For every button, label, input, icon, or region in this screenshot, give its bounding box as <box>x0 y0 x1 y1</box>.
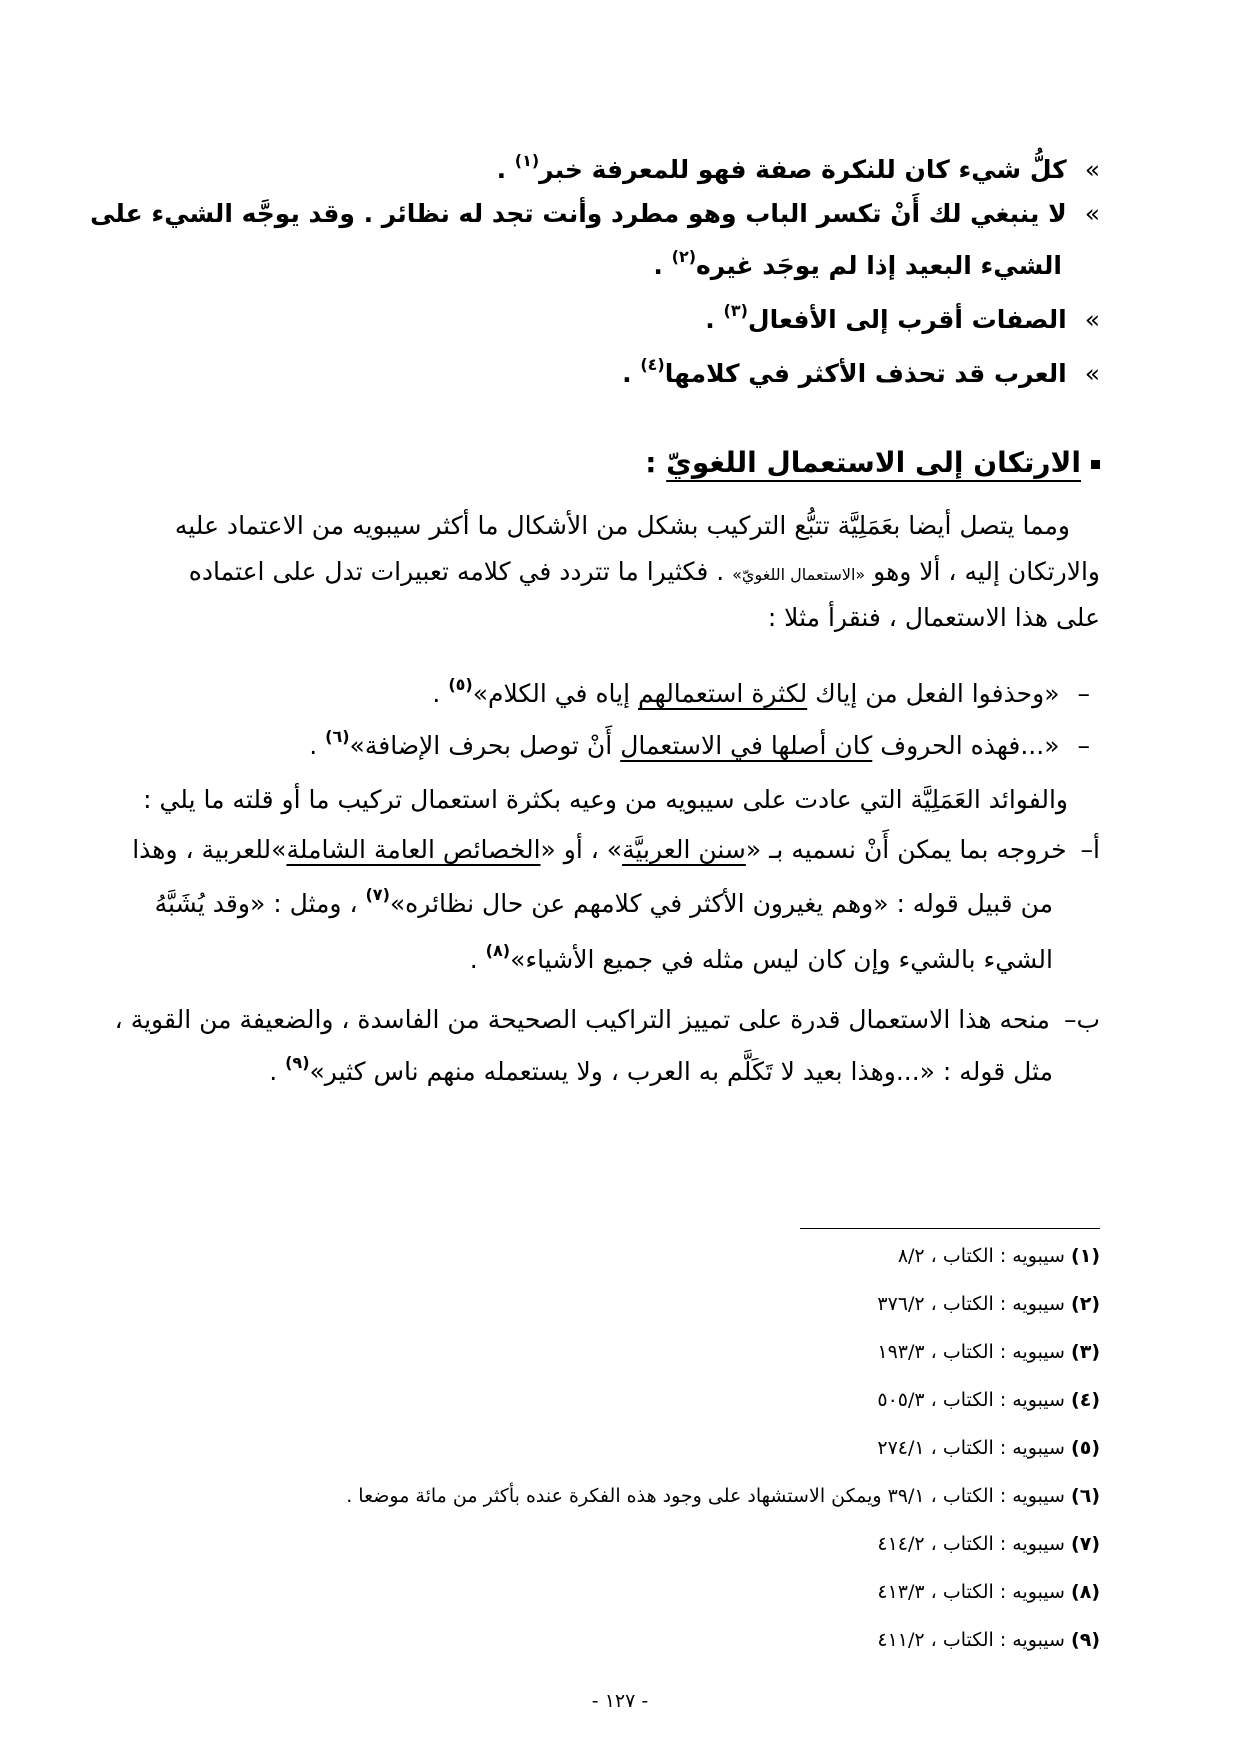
bullet-text: الصفات أقرب إلى الأفعال <box>747 305 1067 334</box>
quote-mark: » <box>1084 199 1100 228</box>
bullet-text: الشيء البعيد إذا لم يوجَد غيره <box>696 251 1062 280</box>
footnote-1 <box>898 1242 1100 1270</box>
quote-mark: » <box>1084 155 1100 184</box>
underlined-phrase: الخصائص العامة الشاملة <box>286 835 541 864</box>
footnote-3 <box>877 1338 1100 1366</box>
list-label: أ– <box>1080 835 1100 864</box>
paragraph-text: خروجه بما يمكن أَنْ نسميه بـ « <box>745 835 1067 864</box>
footnote-ref: (٦) <box>325 727 350 746</box>
footnote-number: (٤) <box>1071 1389 1100 1411</box>
period: . <box>309 731 318 760</box>
footnote-text: سيبويه : الكتاب ، ٢٧٤/١ <box>877 1437 1065 1459</box>
section-title: الارتكان إلى الاستعمال اللغويّ <box>666 446 1081 479</box>
footnote-number: (٢) <box>1071 1293 1100 1315</box>
bullet-quote-2-continued <box>653 248 1062 284</box>
paragraph-text: الشيء بالشيء وإن كان ليس مثله في جميع الأشياء» <box>510 945 1053 974</box>
quote-text: «...فهذه الحروف <box>880 731 1060 760</box>
footnote-number: (٦) <box>1071 1485 1100 1507</box>
paragraph-text: على هذا الاستعمال ، فنقرأ مثلا : <box>767 603 1100 632</box>
bullet-quote-3 <box>705 302 1100 338</box>
footnote-2 <box>877 1290 1100 1318</box>
dash-quote-2 <box>309 728 1090 764</box>
bullet-quote-2 <box>90 196 1100 232</box>
paragraph-text: ومما يتصل أيضا بعَمَلِيَّة تتبُّع التركيب بشكل من الأشكال ما أكثر سيبويه من الاعتماد عليه <box>174 511 1070 540</box>
dash-mark: – <box>1077 679 1090 708</box>
footnote-ref: (٣) <box>723 301 748 320</box>
footnote-number: (٣) <box>1071 1341 1100 1363</box>
bullet-text: كلُّ شيء كان للنكرة صفة فهو للمعرفة خبر <box>539 155 1067 184</box>
paragraph-text: ، ومثل : «وقد يُشَبَّهُ <box>154 889 358 918</box>
paragraph-text: . فكثيرا ما تتردد في كلامه تعبيرات تدل على اعتماده <box>188 557 725 586</box>
footnote-ref: (٢) <box>671 247 697 266</box>
period: . <box>496 155 507 184</box>
period: . <box>653 251 663 280</box>
underlined-phrase: كان أصلها في الاستعمال <box>620 731 873 760</box>
dash-quote-1 <box>432 676 1090 712</box>
footnote-separator <box>800 1228 1100 1229</box>
quote-mark: » <box>1084 305 1100 334</box>
intro-line-2 <box>140 550 1100 597</box>
benefit-a-line-2 <box>155 886 1053 922</box>
footnote-ref: (٤) <box>640 355 665 374</box>
underlined-phrase: لكثرة استعمالهم <box>638 679 808 708</box>
bullet-text: لا ينبغي لك أَنْ تكسر الباب وهو مطرد وأنت تجد له نظائر . وقد يوجَّه الشيء على <box>90 199 1067 228</box>
paragraph-text: منحه هذا الاستعمال قدرة على تمييز التراكيب الصحيحة من الفاسدة ، والضعيفة من القوية ، <box>114 1005 1050 1034</box>
footnote-text: سيبويه : الكتاب ، ٥٠٥/٣ <box>877 1389 1065 1411</box>
benefit-b-line-2 <box>269 1054 1053 1090</box>
quoted-term: «الاستعمال اللغويّ» <box>732 565 866 584</box>
footnote-number: (٩) <box>1071 1629 1100 1651</box>
bullet-quote-1 <box>497 152 1100 188</box>
paragraph-text: مثل قوله : «...وهذا بعيد لا تَكَلَّم به العرب ، ولا يستعمله منهم ناس كثير» <box>309 1057 1053 1086</box>
benefit-b-line-1 <box>115 1002 1100 1038</box>
section-heading <box>645 446 1100 479</box>
footnote-number: (٧) <box>1071 1533 1100 1555</box>
benefits-intro <box>143 782 1068 818</box>
paragraph-text: والارتكان إليه ، ألا وهو <box>873 557 1100 586</box>
footnote-text: سيبويه : الكتاب ، ٤١٤/٢ <box>877 1533 1065 1555</box>
paragraph-text: » ، أو « <box>540 835 623 864</box>
list-label: ب– <box>1063 1005 1100 1034</box>
underlined-phrase: سنن العربيَّة <box>622 835 746 864</box>
benefit-a-line-3 <box>470 942 1053 978</box>
footnote-text: سيبويه : الكتاب ، ٤١٣/٣ <box>877 1581 1065 1603</box>
bullet-text: العرب قد تحذف الأكثر في كلامها <box>664 359 1067 388</box>
footnote-6 <box>346 1482 1100 1510</box>
bullet-quote-4 <box>622 356 1100 392</box>
footnote-8 <box>877 1578 1100 1606</box>
period: . <box>269 1057 278 1086</box>
page-number: - ١٢٧ - <box>591 1690 649 1712</box>
footnote-ref: (١) <box>514 151 540 170</box>
period: . <box>469 945 478 974</box>
paragraph-text: والفوائد العَمَلِيَّة التي عادت على سيبويه من وعيه بكثرة استعمال تركيب ما أو قلته ما يلي : <box>143 785 1068 814</box>
square-bullet-icon <box>1091 460 1100 469</box>
heading-colon: : <box>645 446 657 479</box>
period: . <box>622 359 632 388</box>
quote-text: أَنْ توصل بحرف الإضافة» <box>349 731 613 760</box>
intro-line-3 <box>140 596 1100 640</box>
footnote-ref: (٥) <box>448 675 473 694</box>
dash-mark: – <box>1077 731 1090 760</box>
footnote-9 <box>877 1626 1100 1654</box>
footnote-number: (٥) <box>1071 1437 1100 1459</box>
footnote-ref: (٩) <box>285 1053 310 1072</box>
intro-line-1 <box>140 504 1100 548</box>
quote-text: إياه في الكلام» <box>472 679 631 708</box>
footnote-4 <box>877 1386 1100 1414</box>
benefit-a-line-1 <box>132 832 1100 868</box>
period: . <box>432 679 441 708</box>
quote-mark: » <box>1084 359 1100 388</box>
footnote-number: (١) <box>1071 1245 1100 1267</box>
footnote-text: سيبويه : الكتاب ، ٨/٢ <box>897 1245 1065 1267</box>
footnote-ref: (٧) <box>365 885 390 904</box>
paragraph-text: »للعربية ، وهذا <box>132 835 287 864</box>
footnote-7 <box>877 1530 1100 1558</box>
footnote-text: سيبويه : الكتاب ، ١٩٣/٣ <box>877 1341 1065 1363</box>
footnote-text: سيبويه : الكتاب ، ٣٩/١ ويمكن الاستشهاد على وجود هذه الفكرة عنده بأكثر من مائة موضعا . <box>346 1485 1065 1507</box>
period: . <box>705 305 715 334</box>
footnote-text: سيبويه : الكتاب ، ٤١١/٢ <box>877 1629 1065 1651</box>
footnote-number: (٨) <box>1071 1581 1100 1603</box>
paragraph-text: من قبيل قوله : «وهم يغيرون الأكثر في كلامهم عن حال نظائره» <box>389 889 1053 918</box>
footnote-text: سيبويه : الكتاب ، ٣٧٦/٢ <box>877 1293 1065 1315</box>
footnote-5 <box>877 1434 1100 1462</box>
footnote-ref: (٨) <box>485 941 511 960</box>
quote-text: «وحذفوا الفعل من إياك <box>815 679 1060 708</box>
